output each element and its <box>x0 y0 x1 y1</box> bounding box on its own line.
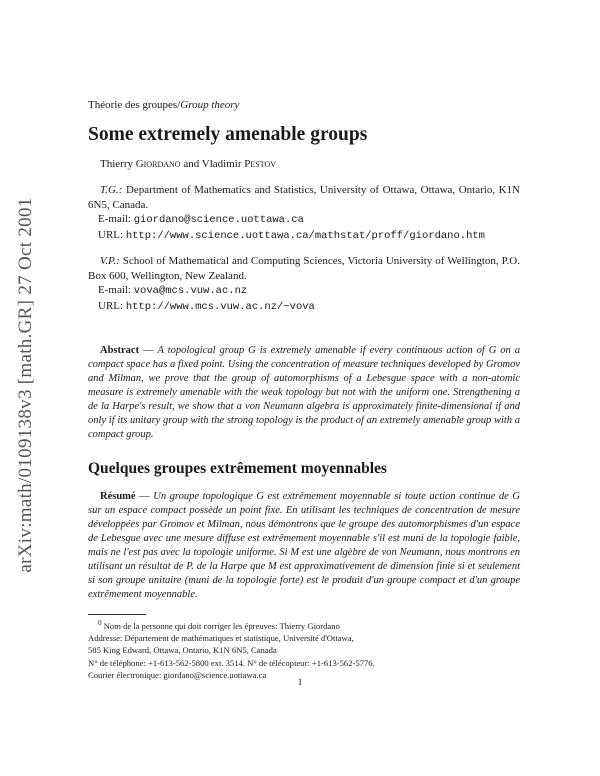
affiliation-tg <box>88 183 520 243</box>
section-kind-en: Group theory <box>180 99 240 111</box>
arxiv-identifier-text: arXiv:math/0109138v3 [math.GR] 27 Oct 2001 <box>15 197 36 573</box>
affiliation-tag: T.G.: <box>100 184 123 196</box>
affiliation-address: Department of Mathematics and Statistics, University of Ottawa, Ottawa, Ontario, K1N 6N5, Canada. <box>88 184 520 211</box>
resume-label: Résumé <box>100 491 136 502</box>
paper-title: Some extremely amenable groups <box>88 124 368 145</box>
resume-text: Un groupe topologique G est extrêmement moyennable si toute action continue de G sur un espace compact possède un point fixe. En utilisant les techniques de concentration de mesure développées par Gromov et Milman, nous démontrons que le groupe des automorphismes d'un espace de Lebesgue avec une mesure diffuse est extrêmement moyennable s'il est muni de la topologie faible, mais ne l'est pas avec la topologie uniforme. Si M est une algèbre de von Neumann, nous montrons en utilisant un résultat de P. de la Harpe que M est approximativement de dimension finie si et seulement si son groupe unitaire (muni de la topologie forte) est le produit d'un groupe compact et d'un groupe extrêmement moyennable. <box>88 491 521 600</box>
affiliation-address: School of Mathematical and Computing Sciences, Victoria University of Wellington, P.O. Box 600, Wellington, New Zealand. <box>88 255 520 282</box>
page-number: 1 <box>297 678 303 688</box>
url-link[interactable]: http://www.science.uottawa.ca/mathstat/proff/giordano.htm <box>125 229 485 242</box>
french-section-title: Quelques groupes extrêmement moyennables <box>88 460 387 477</box>
section-kind <box>88 99 239 111</box>
resume-dash: — <box>135 491 154 502</box>
abstract-label: Abstract <box>100 345 140 356</box>
url-label: URL: <box>98 299 126 312</box>
footnote-line: Nom de la personne qui doit corriger les épreuves: Thierry Giordano <box>101 620 340 631</box>
url-link[interactable]: http://www.mcs.vuw.ac.nz/~vova <box>125 300 315 313</box>
footnote-rule <box>88 614 146 615</box>
url-label: URL: <box>98 228 126 241</box>
authors-and: and Vladimir <box>180 158 245 170</box>
resume <box>88 490 520 602</box>
footnote-line: 585 King Edward, Ottawa, Ontario, K1N 6N5, Canada <box>88 645 277 656</box>
abstract-text: A topological group G is extremely amenable if every continuous action of G on a compact space has a fixed point. Using the concentration of measure techniques developed by Gromov and Milman, we prove that the group of automorphisms of a Lebesgue space with a non-atomic measure is extremely amenable with the weak topology but not with the uniform one. Strengthening a de la Harpe's result, we show that a von Neumann algebra is approximately finite-dimensional if and only if its unitary group with the strong topology is the product of an extremely amenable group with a compact group. <box>88 345 520 440</box>
email-link[interactable]: vova@mcs.vuw.ac.nz <box>133 285 248 297</box>
footnote-line: Addresse: Département de mathématiques et statistique, Université d'Ottawa, <box>88 633 354 644</box>
arxiv-identifier <box>6 150 46 620</box>
footnote <box>88 617 520 681</box>
author-1-first: Thierry <box>100 158 136 170</box>
author-1-last: Giordano <box>135 158 181 170</box>
abstract <box>88 344 520 442</box>
email-link[interactable]: giordano@science.uottawa.ca <box>133 214 304 226</box>
abstract-dash: — <box>139 345 158 356</box>
affiliation-tag: V.P.: <box>100 255 120 267</box>
footnote-marker: 0 <box>98 619 102 627</box>
author-2-last: Pestov <box>244 158 276 170</box>
section-kind-fr: Théorie des groupes/ <box>88 99 181 111</box>
email-label: E-mail: <box>98 213 134 225</box>
footnote-line: N° de téléphone: +1-613-562-5800 ext. 3514. N° de télécopieur: +1-613-562-5776. <box>88 657 375 668</box>
email-label: E-mail: <box>98 284 134 296</box>
footnote-line: Courier électronique: giordano@science.uottawa.ca <box>88 670 267 681</box>
authors <box>100 158 276 170</box>
affiliation-vp <box>88 254 520 314</box>
